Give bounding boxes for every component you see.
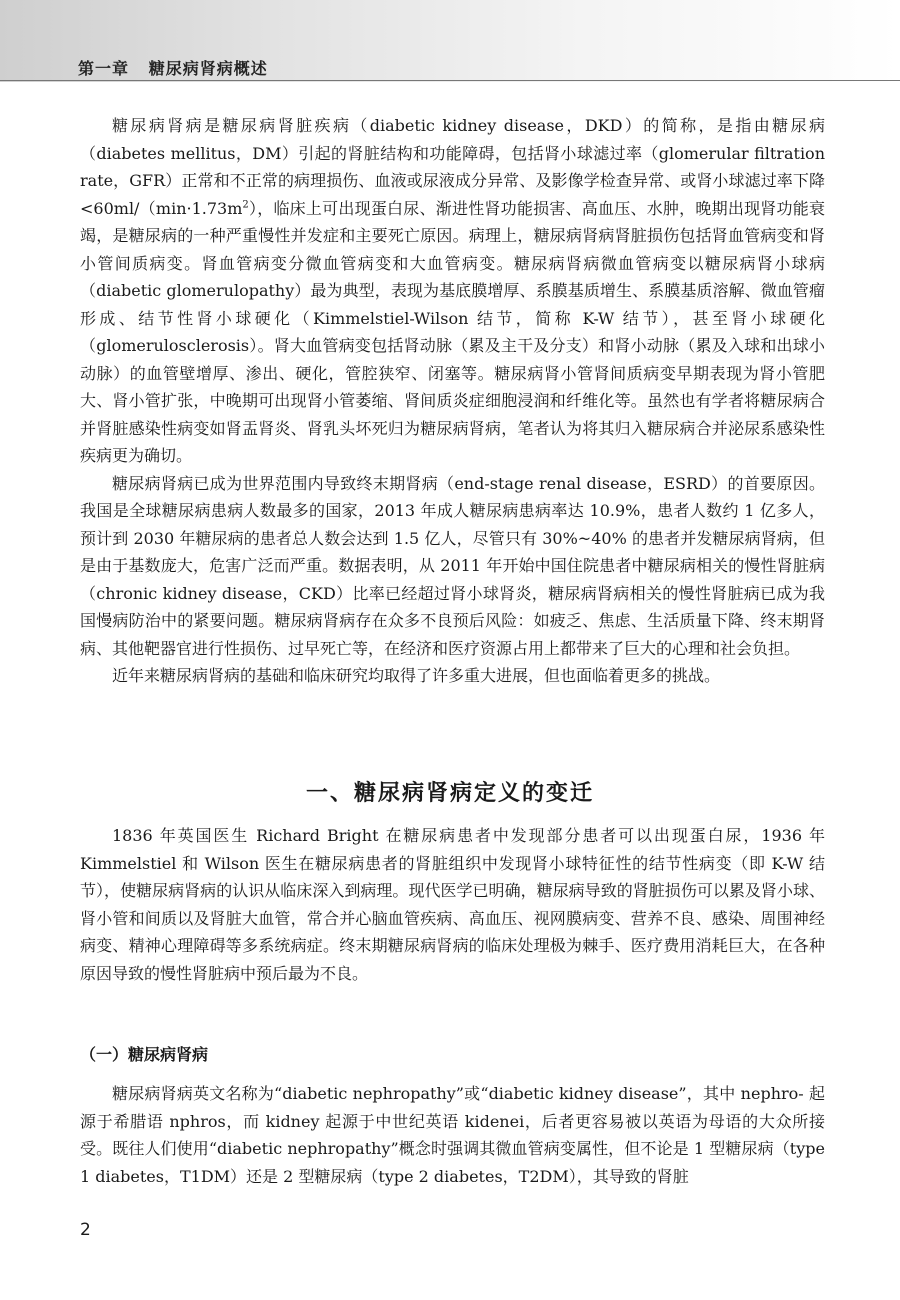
section-paragraph-1: 1836 年英国医生 Richard Bright 在糖尿病患者中发现部分患者可以出现蛋白尿，1936 年 Kimmelstiel 和 Wilson 医生在糖尿病患者的肾脏组织中发现肾小球特征性的结节性病变（即 K-W 结节），使糖尿病肾病的认识从临床深入到病理。现代医学已明确，糖尿病导致的肾脏损伤可以累及肾小球、肾小管和间质以及肾脏大血管，常合并心脑血管疾病、高血压、视网膜病变、营养不良、感染、周围神经病变、精神心理障碍等多系统病症。终末期糖尿病肾病的临床处理极为棘手、医疗费用消耗巨大，在各种原因导致的慢性肾脏病中预后最为不良。: [80, 826, 825, 983]
running-header-title: [78, 56, 268, 79]
chapter-title: 糖尿病肾病概述: [148, 59, 268, 78]
intro-paragraph-1: 糖尿病肾病是糖尿病肾脏疾病（diabetic kidney disease，DKD）的简称，是指由糖尿病（diabetes mellitus，DM）引起的肾脏结构和功能障碍，包括肾小球滤过率（glomerular filtration rate，GFR）正常和不正常的病理损伤、血液或尿液成分异常、及影像学检查异常、或肾小球滤过率下降 $<60ml/(\min\cdot 1.73m^2)$，临床上可出现蛋白尿、渐进性肾功能损害、高血压、水肿，晚期出现肾功能衰竭，是糖尿病的一种严重慢性并发症和主要死亡原因。病理上，糖尿病肾病肾脏损伤包括肾血管病变和肾小管间质病变。肾血管病变分微血管病变和大血管病变。糖尿病肾病微血管病变以糖尿病肾小球病（diabetic glomerulopathy）最为典型，表现为基底膜增厚、系膜基质增生、系膜基质溶解、微血管瘤形成、结节性肾小球硬化（Kimmelstiel-Wilson 结节，简称 K-W 结节），甚至肾小球硬化（glomerulosclerosis）。肾大血管病变包括肾动脉（累及主干及分支）和肾小动脉（累及入球和出球小动脉）的血管壁增厚、渗出、硬化，管腔狭窄、闭塞等。糖尿病肾小管肾间质病变早期表现为肾小管肥大、肾小管扩张，中晚期可出现肾小管萎缩、肾间质炎症细胞浸润和纤维化等。虽然也有学者将糖尿病合并肾脏感染性病变如肾盂肾炎、肾乳头坏死归为糖尿病肾病，笔者认为将其归入糖尿病合并泌尿系感染性疾病更为确切。: [80, 116, 825, 465]
subsection-paragraph-1: 糖尿病肾病英文名称为“diabetic nephropathy”或“diabetic kidney disease”，其中 nephro- 起源于希腊语 nphros，而 kidney 起源于中世纪英语 kidenei，后者更容易被以英语为母语的大众所接受。既往人们使用“diabetic nephropathy”概念时强调其微血管病变属性，但不论是 1 型糖尿病（type 1 diabetes，T1DM）还是 2 型糖尿病（type 2 diabetes，T2DM），其导致的肾脏: [80, 1084, 825, 1186]
header-divider: [0, 80, 900, 81]
chapter-label: 第一章: [78, 59, 130, 78]
intro-paragraph-3: 近年来糖尿病肾病的基础和临床研究均取得了许多重大进展，但也面临着更多的挑战。: [112, 666, 721, 685]
subsection-heading: （一）糖尿病肾病: [80, 1045, 209, 1064]
section-heading: 一、糖尿病肾病定义的变迁: [305, 780, 594, 806]
superscript-2: 2: [242, 199, 249, 211]
intro-paragraph-2: 糖尿病肾病已成为世界范围内导致终末期肾病（end-stage renal disease，ESRD）的首要原因。我国是全球糖尿病患病人数最多的国家，2013 年成人糖尿病患病率达 10.9%，患者人数约 1 亿多人，预计到 2030 年糖尿病的患者总人数会达到 1.5 亿人，尽管只有 30%~40% 的患者并发糖尿病肾病，但是由于基数庞大，危害广泛而严重。数据表明，从 2011 年开始中国住院患者中糖尿病相关的慢性肾脏病（chronic kidney disease，CKD）比率已经超过肾小球肾炎，糖尿病肾病相关的慢性肾脏病已成为我国慢病防治中的紧要问题。糖尿病肾病存在众多不良预后风险：如疲乏、焦虑、生活质量下降、终末期肾病、其他靶器官进行性损伤、过早死亡等，在经济和医疗资源占用上都带来了巨大的心理和社会负担。: [80, 473, 825, 658]
intro-text-block: [80, 112, 825, 690]
section-text-block: [80, 822, 825, 987]
page-number: 2: [80, 1220, 91, 1240]
subsection-text-block: [80, 1080, 825, 1190]
